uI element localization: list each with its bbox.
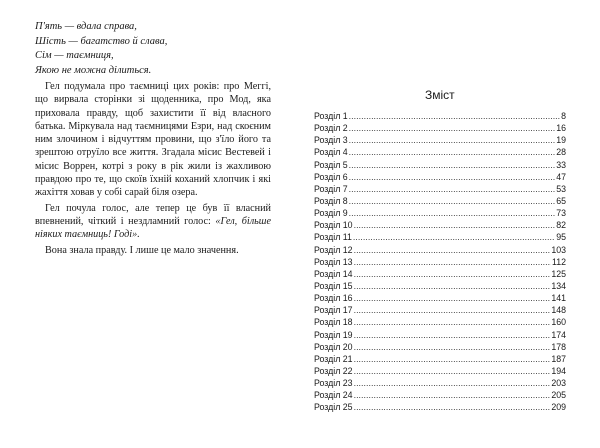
toc-entry-page: 203 xyxy=(551,378,566,389)
toc-dot-leader xyxy=(354,244,551,256)
toc-dot-leader xyxy=(354,329,551,341)
toc-dot-leader xyxy=(354,401,551,413)
toc-entry[interactable] xyxy=(314,353,566,365)
toc-entry-page: 134 xyxy=(551,280,566,291)
toc-entry[interactable] xyxy=(314,316,566,328)
toc-entry-page: 95 xyxy=(556,232,566,243)
toc-entry-label: Розділ 7 xyxy=(314,183,348,194)
toc-entry-label: Розділ 20 xyxy=(314,341,353,352)
toc-dot-leader xyxy=(349,134,556,146)
toc-dot-leader xyxy=(354,353,551,365)
toc-entry-label: Розділ 23 xyxy=(314,378,353,389)
toc-entry-page: 47 xyxy=(556,171,566,182)
toc-dot-leader xyxy=(349,171,556,183)
toc-entry-label: Розділ 10 xyxy=(314,220,353,231)
poem-line: П'ять — вдала справа, xyxy=(35,21,137,32)
toc-dot-leader xyxy=(354,268,551,280)
toc-entry[interactable] xyxy=(314,256,566,268)
toc-dot-leader xyxy=(354,389,551,401)
toc-entry-label: Розділ 25 xyxy=(314,402,353,413)
toc-entry-page: 178 xyxy=(551,341,566,352)
toc-entry-page: 73 xyxy=(556,208,566,219)
toc-entry-page: 141 xyxy=(551,293,566,304)
toc-dot-leader xyxy=(349,146,556,158)
toc-dot-leader xyxy=(349,195,556,207)
paragraph-2 xyxy=(35,202,271,242)
toc-entry[interactable] xyxy=(314,389,566,401)
toc-dot-leader xyxy=(354,341,551,353)
poem-epigraph xyxy=(35,20,167,78)
toc-entry-label: Розділ 1 xyxy=(314,111,348,121)
toc-entry-page: 194 xyxy=(551,365,566,376)
toc-entry-page: 160 xyxy=(551,317,566,328)
toc-dot-leader xyxy=(354,304,551,316)
toc-entry-label: Розділ 14 xyxy=(314,268,353,279)
paragraph-2-quote: «Гел, більше ніяких таємниць! Годі». xyxy=(35,215,271,241)
toc-entry[interactable] xyxy=(314,401,566,413)
toc-entry[interactable] xyxy=(314,304,566,316)
toc-entry-label: Розділ 21 xyxy=(314,353,353,364)
toc-entry[interactable] xyxy=(314,329,566,341)
toc-dot-leader xyxy=(349,159,556,171)
toc-entry[interactable] xyxy=(314,365,566,377)
toc-entry-page: 148 xyxy=(551,305,566,316)
toc-entry-page: 209 xyxy=(551,402,566,413)
paragraph-1: Гел подумала про таємниці цих років: про Меггі, що вирвала сторінки зі щоденника, про Мод, яка приховала правду, щоб захистити її від власного батька. Міркувала над таємницями Езри, над скоєним ним злочином і відчуттям провини, що з'їло його та зрештою отруїло все життя. Згадала місис Вестевей і місис Воррен, котрі з року в рік жили із жахливою правдою про те, що скоїв їхній коханий хлопчик і які жахіття ховав у собі сарай біля озера. xyxy=(35,81,271,199)
toc-entry-label: Розділ 2 xyxy=(314,123,348,134)
toc-entry-label: Розділ 9 xyxy=(314,208,348,219)
toc-entry[interactable] xyxy=(314,377,566,389)
toc-entry-page: 205 xyxy=(551,390,566,401)
toc-entry-page: 82 xyxy=(556,220,566,231)
toc-entry-page: 53 xyxy=(556,183,566,194)
toc-entry-label: Розділ 13 xyxy=(314,256,353,267)
toc-entry-label: Розділ 6 xyxy=(314,171,348,182)
toc-entry-page: 8 xyxy=(561,111,566,121)
toc-entry-page: 33 xyxy=(556,159,566,170)
prose-text xyxy=(35,80,271,259)
toc-dot-leader xyxy=(354,316,551,328)
toc-entry-label: Розділ 12 xyxy=(314,244,353,255)
toc-entry[interactable] xyxy=(314,341,566,353)
toc-entry[interactable] xyxy=(314,219,566,231)
toc-entry-page: 65 xyxy=(556,195,566,206)
toc-dot-leader xyxy=(354,377,551,389)
toc-entry[interactable] xyxy=(314,280,566,292)
poem-line: Шість — багатство й слава, xyxy=(35,35,168,47)
toc-dot-leader xyxy=(349,207,556,219)
toc-entry-label: Розділ 3 xyxy=(314,135,348,146)
toc-entry[interactable] xyxy=(314,244,566,256)
poem-line: Сім — таємниця, xyxy=(35,50,114,62)
toc-entry-label: Розділ 5 xyxy=(314,159,348,170)
toc-entry[interactable] xyxy=(314,122,566,134)
toc-entry-label: Розділ 16 xyxy=(314,293,353,304)
toc-entry[interactable] xyxy=(314,110,566,122)
toc-entry-page: 28 xyxy=(556,147,566,158)
toc-entry-page: 125 xyxy=(551,268,566,279)
toc-dot-leader xyxy=(349,183,556,195)
toc-entry[interactable] xyxy=(314,207,566,219)
toc-entry[interactable] xyxy=(314,183,566,195)
toc-entry-label: Розділ 15 xyxy=(314,280,353,291)
toc-entry[interactable] xyxy=(314,268,566,280)
toc-entry[interactable] xyxy=(314,292,566,304)
toc-dot-leader xyxy=(354,219,556,231)
toc-entry-page: 187 xyxy=(551,353,566,364)
toc-entry[interactable] xyxy=(314,134,566,146)
toc-entry-page: 112 xyxy=(551,256,566,267)
toc-entry-label: Розділ 11 xyxy=(314,232,352,243)
toc-dot-leader xyxy=(354,365,551,377)
toc-dot-leader xyxy=(349,110,560,122)
toc-entry-label: Розділ 19 xyxy=(314,329,353,340)
toc-entry[interactable] xyxy=(314,195,566,207)
toc-entry-page: 19 xyxy=(556,135,566,146)
toc-entry[interactable] xyxy=(314,159,566,171)
toc-entry-label: Розділ 8 xyxy=(314,195,348,206)
toc-dot-leader xyxy=(354,256,551,268)
paragraph-2-text: Гел почула голос, але тепер це був її власний впевнений, чіткий і нездламний голос: xyxy=(35,202,271,227)
toc-entry-page: 16 xyxy=(556,123,566,134)
toc-entry-label: Розділ 17 xyxy=(314,305,353,316)
toc-entry-page: 103 xyxy=(551,244,566,255)
poem-line: Якою не можна ділиться. xyxy=(35,64,152,76)
toc-entry-label: Розділ 22 xyxy=(314,365,353,376)
toc-entry-label: Розділ 18 xyxy=(314,317,353,328)
toc-dot-leader xyxy=(353,231,555,243)
toc-entry-label: Розділ 24 xyxy=(314,390,353,401)
toc-entry[interactable] xyxy=(314,146,566,158)
toc-entry-page: 174 xyxy=(551,329,566,340)
paragraph-3: Вона знала правду. І лише це мало значення. xyxy=(45,244,239,256)
toc-entry[interactable] xyxy=(314,231,566,243)
toc-dot-leader xyxy=(349,122,556,134)
table-of-contents xyxy=(314,110,566,414)
toc-dot-leader xyxy=(354,280,551,292)
toc-entry[interactable] xyxy=(314,171,566,183)
toc-title: Зміст xyxy=(425,88,455,102)
toc-entry-label: Розділ 4 xyxy=(314,147,348,158)
toc-dot-leader xyxy=(354,292,551,304)
